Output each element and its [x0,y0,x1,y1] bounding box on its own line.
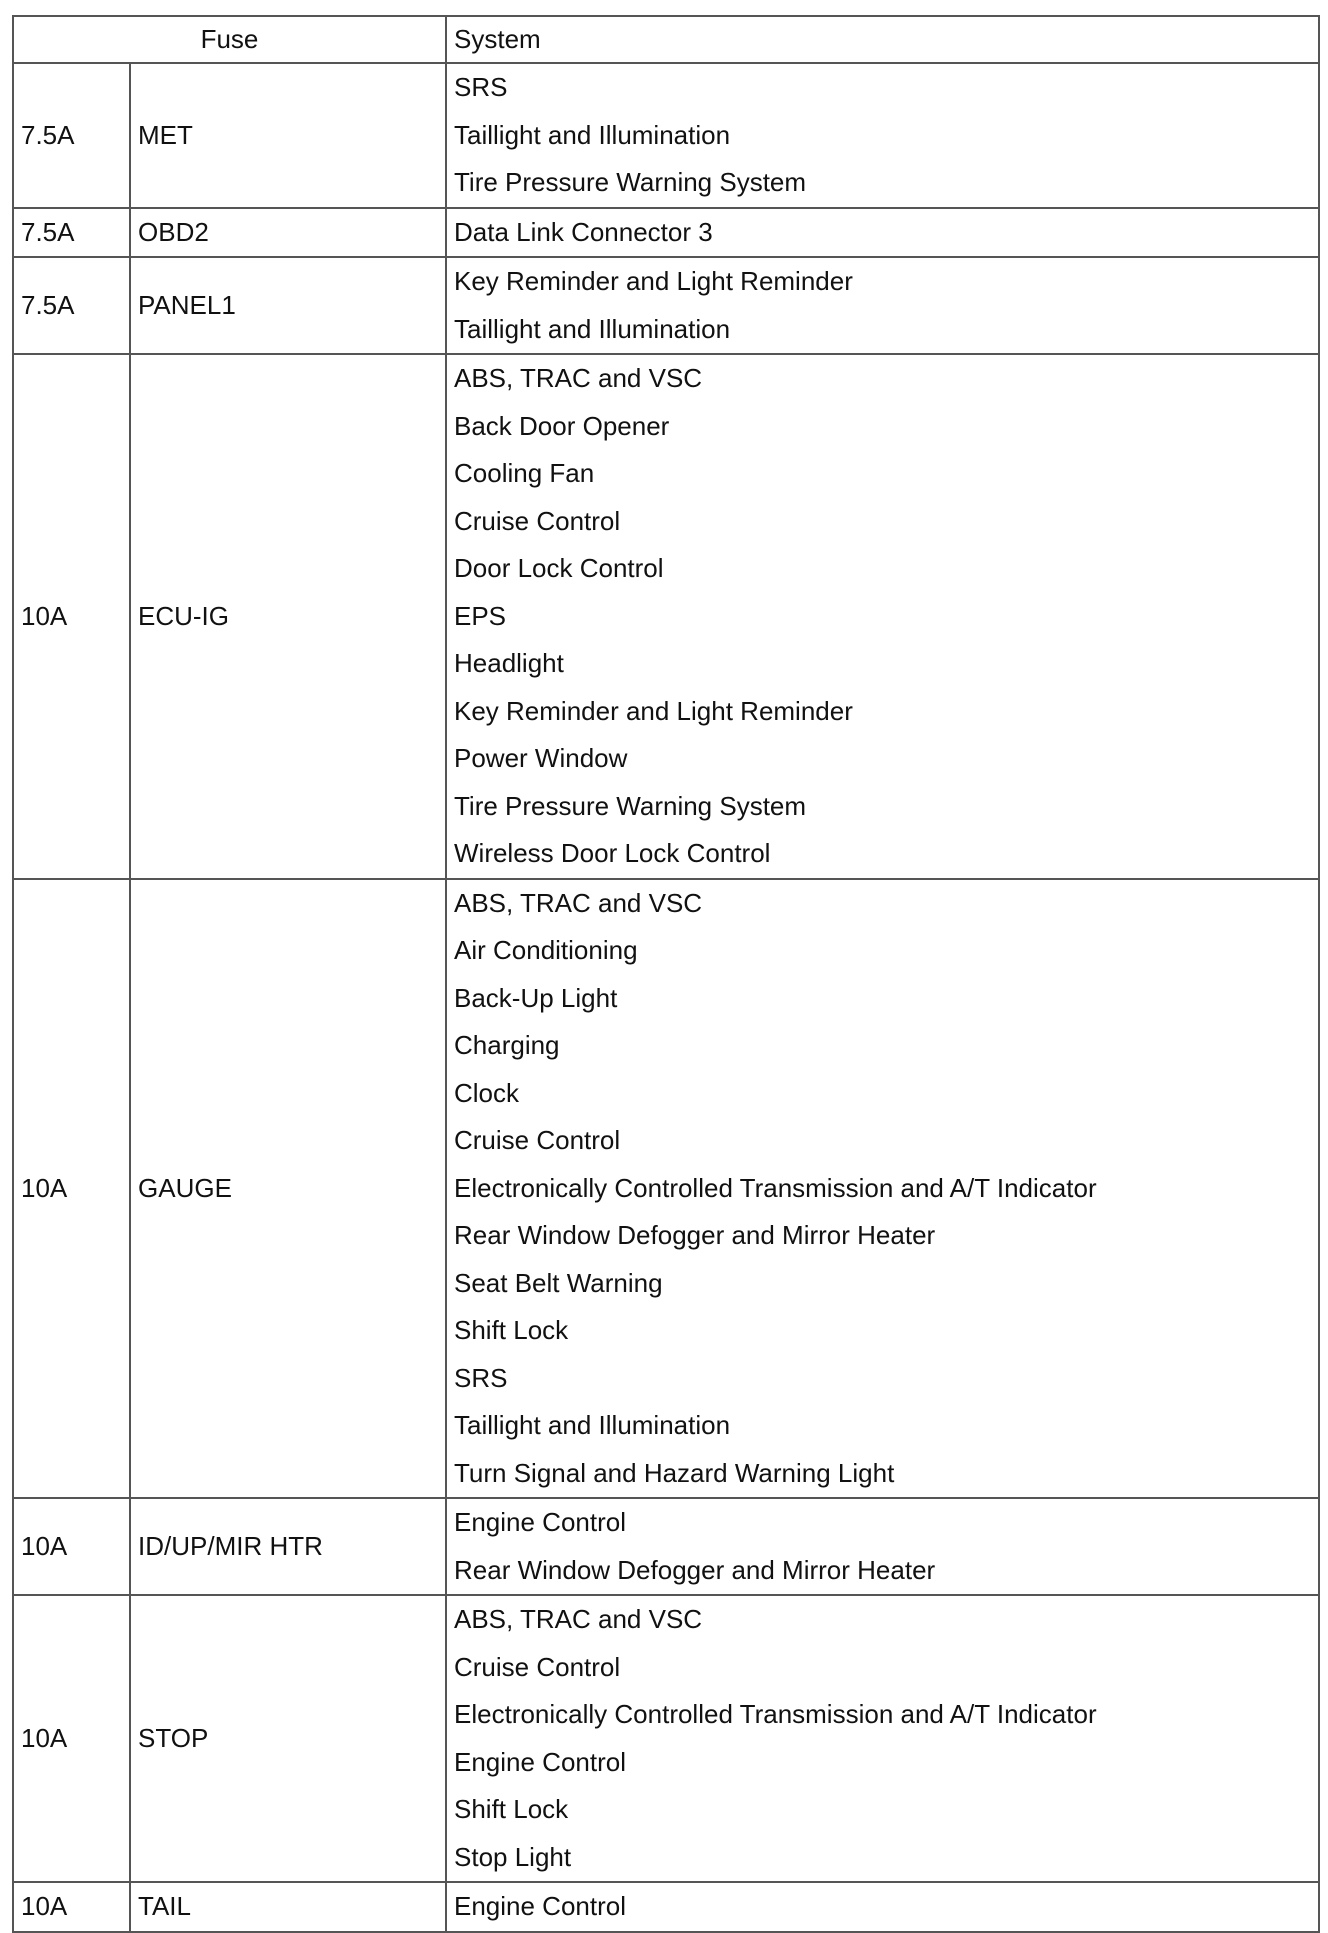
system-item: Engine Control [454,1507,626,1537]
table-row [13,257,1319,354]
fuse-name: GAUGE [130,879,446,1499]
fuse-amperage: 10A [13,879,130,1499]
system-item: Stop Light [454,1841,572,1872]
fuse-amperage: 10A [13,1595,130,1882]
fuse-amperage: 10A [13,1882,130,1932]
table-row [13,1882,1319,1932]
system-item: Power Window [454,743,628,773]
system-item: SRS [454,1362,508,1393]
table-row [13,63,1319,208]
table-body [13,63,1319,1932]
system-item: Engine Control [454,1891,626,1921]
system-list [446,208,1319,258]
system-item: Back Door Opener [454,410,670,441]
header-row [13,16,1319,63]
system-item: EPS [454,600,507,631]
system-item: Taillight and Illumination [454,119,731,150]
system-list [446,354,1319,879]
system-column-header: System [446,16,1319,63]
system-list [446,63,1319,208]
system-item: Cooling Fan [454,458,595,488]
fuse-amperage: 7.5A [13,63,130,208]
fuse-amperage: 10A [13,354,130,879]
system-item: Cruise Control [454,1125,621,1155]
system-list [446,257,1319,354]
system-item: Rear Window Defogger and Mirror Heater [454,1554,936,1585]
system-item: Headlight [454,648,564,678]
fuse-name: PANEL1 [130,257,446,354]
system-item: Turn Signal and Hazard Warning Light [454,1457,895,1488]
fuse-amperage: 7.5A [13,208,130,258]
system-item: Tire Pressure Warning System [454,167,807,197]
system-item: Back-Up Light [454,982,618,1013]
system-item: ABS, TRAC and VSC [454,887,703,918]
system-item: Data Link Connector 3 [454,216,713,247]
fuse-name: ECU-IG [130,354,446,879]
system-list [446,1498,1319,1595]
system-item: SRS [454,72,508,102]
system-item: Charging [454,1030,560,1060]
table-row [13,208,1319,258]
system-list [446,1595,1319,1882]
fuse-name: TAIL [130,1882,446,1932]
fuse-name: OBD2 [130,208,446,258]
table-row [13,879,1319,1499]
system-item: Air Conditioning [454,935,638,965]
system-item: Electronically Controlled Transmission and A/T Indicator [454,1699,1097,1729]
system-item: Electronically Controlled Transmission and A/T Indicator [454,1172,1097,1203]
system-item: ABS, TRAC and VSC [454,1604,703,1634]
system-item: Cruise Control [454,505,621,536]
system-list [446,879,1319,1499]
system-item: ABS, TRAC and VSC [454,363,703,393]
fuse-name: ID/UP/MIR HTR [130,1498,446,1595]
system-item: Rear Window Defogger and Mirror Heater [454,1220,936,1250]
fuse-amperage: 10A [13,1498,130,1595]
fuse-name: STOP [130,1595,446,1882]
system-item: Taillight and Illumination [454,1410,731,1440]
fuse-column-header: Fuse [13,16,446,63]
table-row [13,1595,1319,1882]
system-item: Clock [454,1077,520,1108]
system-item: Shift Lock [454,1794,569,1824]
system-item: Key Reminder and Light Reminder [454,266,853,296]
system-item: Tire Pressure Warning System [454,790,807,821]
system-item: Seat Belt Warning [454,1267,663,1298]
table-row [13,1498,1319,1595]
system-item: Key Reminder and Light Reminder [454,695,853,726]
fuse-table [12,15,1320,1933]
system-item: Engine Control [454,1746,626,1777]
system-item: Taillight and Illumination [454,313,731,344]
system-list [446,1882,1319,1932]
system-item: Wireless Door Lock Control [454,838,771,868]
table-row [13,354,1319,879]
system-item: Door Lock Control [454,553,664,583]
fuse-amperage: 7.5A [13,257,130,354]
table-header [13,16,1319,63]
system-item: Shift Lock [454,1315,569,1345]
system-item: Cruise Control [454,1651,621,1682]
fuse-name: MET [130,63,446,208]
